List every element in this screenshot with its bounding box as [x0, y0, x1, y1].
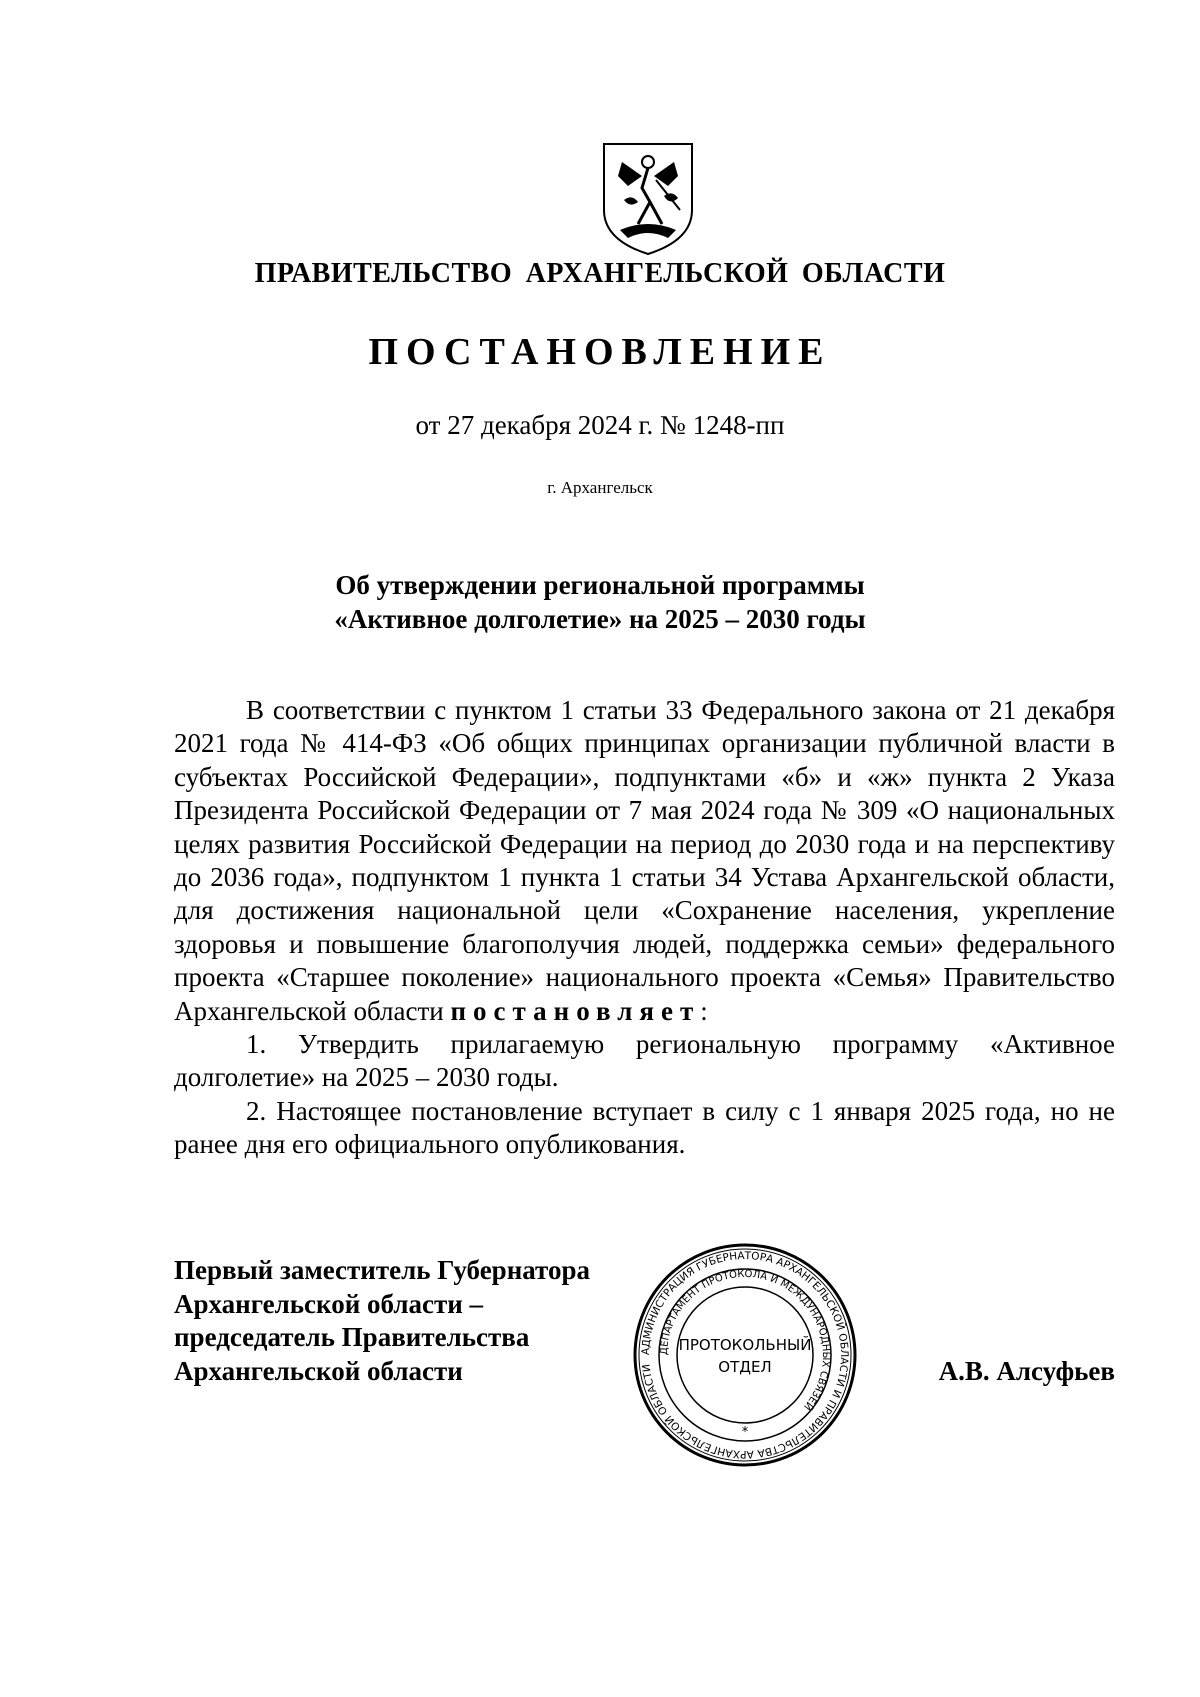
preamble-text: В соответствии с пунктом 1 статьи 33 Федерального закона от 21 декабря 2021 года № 414-ФЗ «Об общих принципах организации публичной власти в субъектах Российской Федерации», подпунктами «б» и «ж» пункта 2 Указа Президента Российской Федерации от 7 мая 2024 года № 309 «О национальных целях развития Российской Федерации на период до 2030 года и на перспективу до 2036 года», подпунктом 1 пункта 1 статьи 34 Устава Архангельской области, для достижения национальной цели «Сохранение населения, укрепление здоровья и повышение благополучия людей, поддержка семьи» федерального проекта «Старшее поколение» национального проекта «Семья» Правительство Архангельской области — [174, 695, 1115, 1026]
stamp-center-line-2: ОТДЕЛ — [718, 1358, 772, 1376]
stamp-star-icon: * — [741, 1425, 749, 1440]
document-date-number: от 27 декабря 2024 г. № 1248-пп — [415, 410, 785, 440]
signatory-title-line-2: Архангельской области – — [174, 1288, 484, 1319]
document-type: ПОСТАНОВЛЕНИЕ — [368, 331, 832, 373]
document-title — [0, 568, 1200, 636]
stamp-inner-text: ДЕПАРТАМЕНТ ПРОТОКОЛА И МЕЖДУНАРОДНЫХ СВЯЗЕЙ — [658, 1268, 832, 1412]
signatory-title-line-3: председатель Правительства — [174, 1322, 530, 1352]
title-line-1: Об утверждении региональной программы — [335, 570, 865, 600]
organization-name: ПРАВИТЕЛЬСТВО АРХАНГЕЛЬСКОЙ ОБЛАСТИ — [254, 258, 946, 289]
item-1-paragraph: 1. Утвердить прилагаемую региональную программу «Активное долголетие» на 2025 – 2030 годы. — [174, 1029, 1115, 1093]
document-body — [174, 694, 1115, 1162]
signatory-title-line-4: Архангельской области — [174, 1355, 463, 1386]
document-city: г. Архангельск — [547, 478, 653, 497]
signatory-title-line-1: Первый заместитель Губернатора — [174, 1255, 590, 1285]
decree-colon: : — [700, 995, 708, 1026]
stamp-outer-text: АДМИНИСТРАЦИЯ ГУБЕРНАТОРА АРХАНГЕЛЬСКОЙ ОБЛАСТИ И ПРАВИТЕЛЬСТВА АРХАНГЕЛЬСКОЙ ОБЛАСТИ — [639, 1249, 851, 1461]
preamble-paragraph — [174, 694, 1115, 1028]
item-2-paragraph: 2. Настоящее постановление вступает в силу с 1 января 2025 года, но не ранее дня его официального опубликования. — [174, 1095, 1115, 1160]
coat-of-arms-emblem-icon — [598, 140, 698, 258]
decree-word: постановляет — [450, 995, 701, 1026]
signatory-name: А.В. Алсуфьев — [938, 1356, 1115, 1386]
official-stamp-seal — [630, 1240, 860, 1470]
title-line-2: «Активное долголетие» на 2025 – 2030 годы — [334, 604, 866, 634]
signatory-title — [174, 1254, 590, 1388]
stamp-center-line-1: ПРОТОКОЛЬНЫЙ — [678, 1336, 812, 1354]
